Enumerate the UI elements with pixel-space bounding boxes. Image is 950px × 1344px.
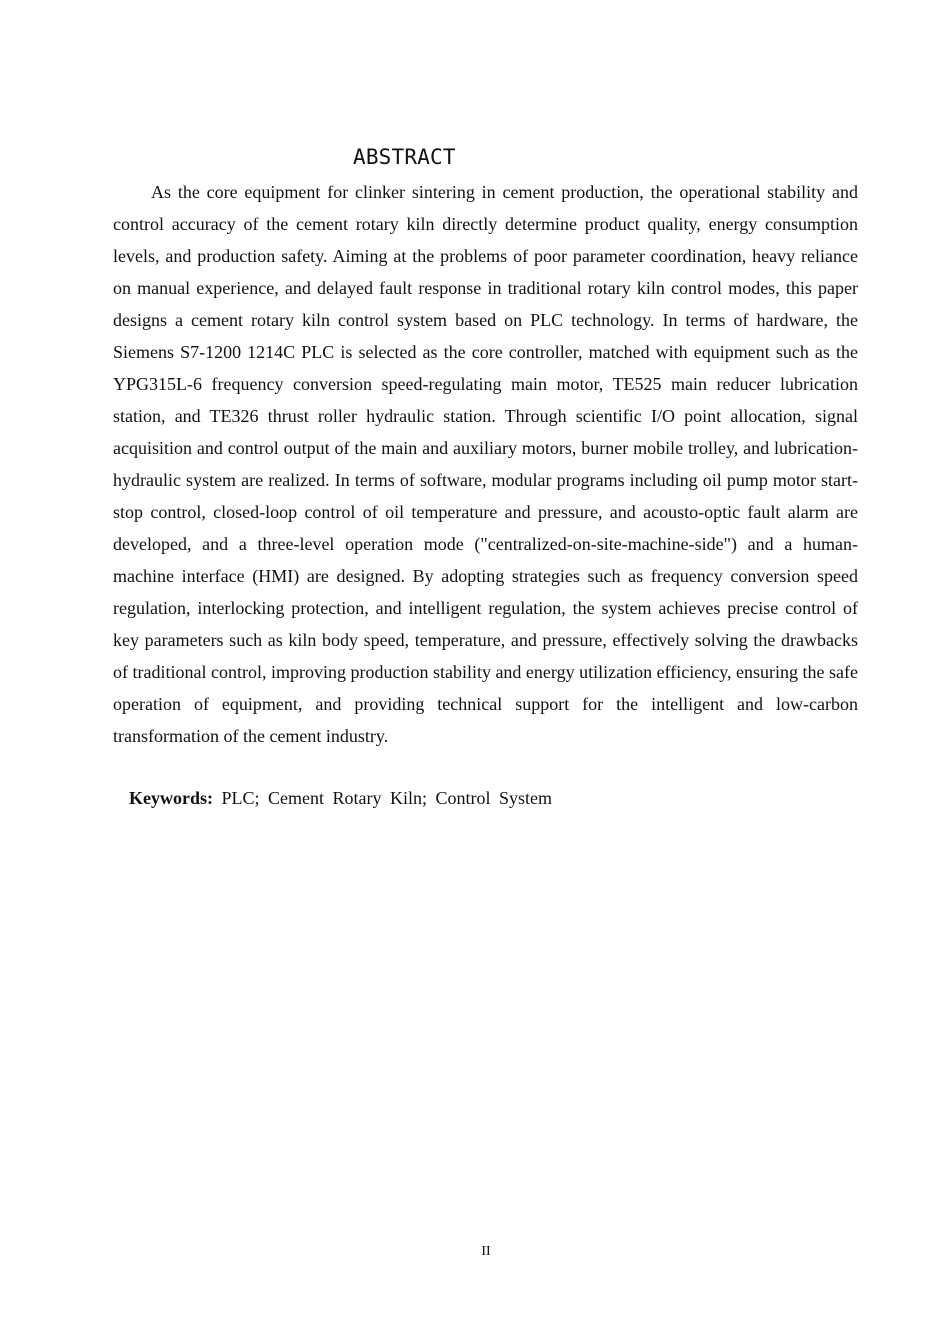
keywords-label: Keywords: xyxy=(129,788,213,808)
abstract-title: ABSTRACT xyxy=(353,145,456,169)
keywords-value: PLC; Cement Rotary Kiln; Control System xyxy=(221,788,552,808)
page-number: II xyxy=(481,1244,491,1259)
keywords-line xyxy=(129,782,552,814)
abstract-body: As the core equipment for clinker sintering in cement production, the operational stability and control accuracy of the cement rotary kiln directly determine product quality, energy consumption levels, and production safety. Aiming at the problems of poor parameter coordination, heavy reliance on manual experience, and delayed fault response in traditional rotary kiln control modes, this paper designs a cement rotary kiln control system based on PLC technology. In terms of hardware, the Siemens S7-1200 1214C PLC is selected as the core controller, matched with equipment such as the YPG315L-6 frequency conversion speed-regulating main motor, TE525 main reducer lubrication station, and TE326 thrust roller hydraulic station. Through scientific I/O point allocation, signal acquisition and control output of the main and auxiliary motors, burner mobile trolley, and lubrication-hydraulic system are realized. In terms of software, modular programs including oil pump motor start-stop control, closed-loop control of oil temperature and pressure, and acousto-optic fault alarm are developed, and a three-level operation mode ("centralized-on-site-machine-side") and a human-machine interface (HMI) are designed. By adopting strategies such as frequency conversion speed regulation, interlocking protection, and intelligent regulation, the system achieves precise control of key parameters such as kiln body speed, temperature, and pressure, effectively solving the drawbacks of traditional control, improving production stability and energy utilization efficiency, ensuring the safe operation of equipment, and providing technical support for the intelligent and low-carbon transformation of the cement industry. xyxy=(113,182,858,746)
